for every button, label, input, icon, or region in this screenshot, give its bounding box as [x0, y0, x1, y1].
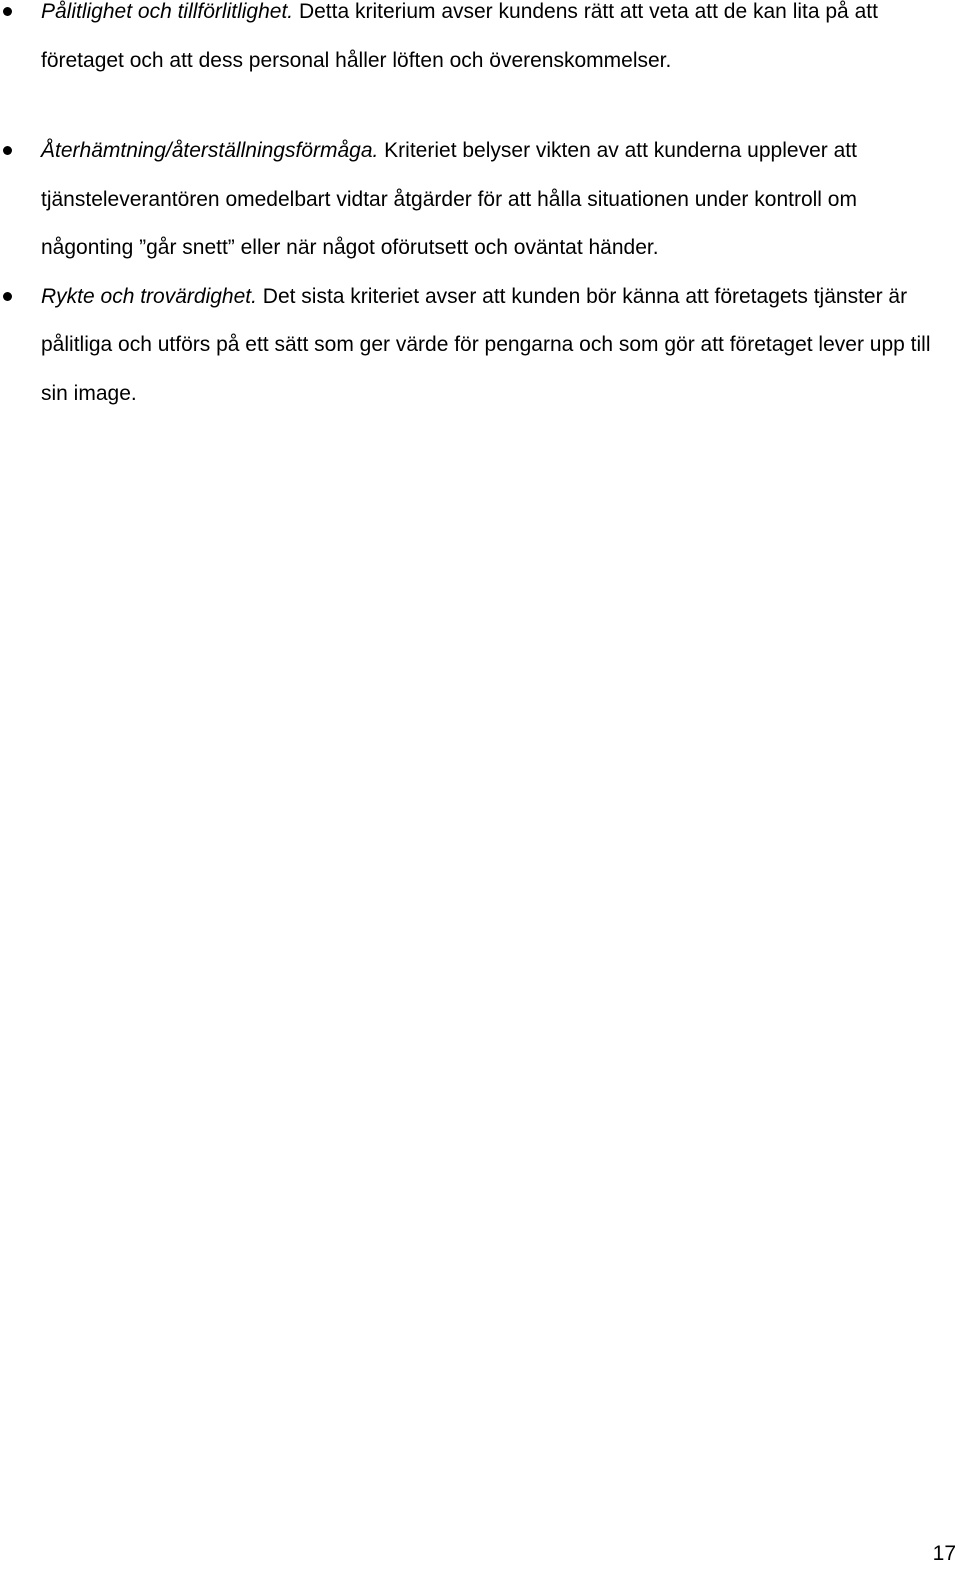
- item-lead: Återhämtning/återställningsförmåga.: [41, 139, 379, 162]
- item-text: Det sista kriteriet avser att kunden bör känna att företagets tjänster är pålitliga och utförs på ett sätt som ger värde för pengarna och som gör att företaget lever upp till sin image.: [41, 284, 931, 405]
- list-item: [0, 273, 960, 419]
- bullet-icon: [3, 146, 12, 155]
- item-text: Detta kriterium avser kundens rätt att veta att de kan lita på att företaget och att dess personal håller löften och överenskommelser.: [41, 0, 878, 72]
- list-item: [0, 127, 960, 273]
- criteria-list: [0, 0, 960, 418]
- item-text: Kriteriet belyser vikten av att kunderna upplever att tjänsteleverantören omedelbart vidtar åtgärder för att hålla situationen under kontroll om någonting ”går snett” eller när något oförutsett och oväntat händer.: [41, 139, 857, 259]
- bullet-icon: [3, 292, 12, 301]
- list-item: [0, 0, 960, 85]
- item-lead: Pålitlighet och tillförlitlighet.: [41, 0, 294, 23]
- page-number: 17: [932, 1542, 956, 1565]
- bullet-icon: [3, 7, 12, 16]
- item-lead: Rykte och trovärdighet.: [41, 284, 257, 308]
